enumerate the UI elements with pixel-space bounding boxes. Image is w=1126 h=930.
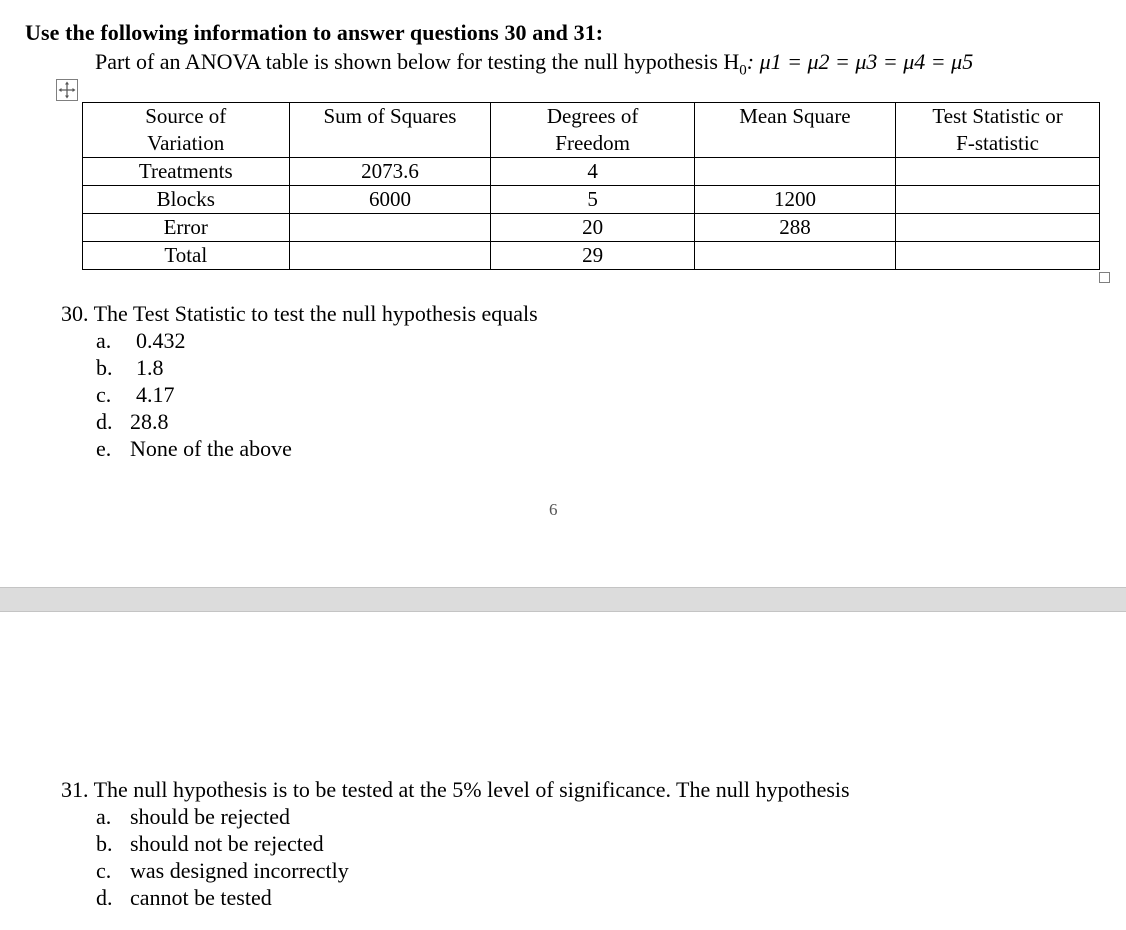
- cell-source: Treatments: [83, 158, 290, 186]
- cell-source: Total: [83, 242, 290, 270]
- option-letter: d.: [96, 409, 113, 434]
- header-mean-square: [694, 103, 895, 158]
- table-move-handle-icon[interactable]: [56, 79, 78, 101]
- hypothesis-equation: : μ1 = μ2 = μ3 = μ4 = μ5: [746, 49, 974, 74]
- cell-ms: [694, 158, 895, 186]
- cell-ms: 288: [694, 214, 895, 242]
- option-item: [96, 354, 292, 381]
- option-text: None of the above: [130, 436, 292, 461]
- cell-df: 29: [491, 242, 694, 270]
- option-letter: c.: [96, 382, 112, 407]
- option-letter: a.: [96, 328, 112, 353]
- cell-ss: 2073.6: [289, 158, 491, 186]
- header-line: Variation: [147, 131, 225, 155]
- question-30-options: [96, 327, 292, 462]
- intro-heading: Use the following information to answer questions 30 and 31:: [25, 20, 604, 45]
- subheading-text: Part of an ANOVA table is shown below for testing the null hypothesis H: [95, 49, 740, 74]
- option-item: [96, 830, 349, 857]
- cell-ms: [694, 242, 895, 270]
- option-text: should not be rejected: [130, 831, 324, 856]
- option-text: was designed incorrectly: [130, 858, 349, 883]
- cell-df: 20: [491, 214, 694, 242]
- header-source: [83, 103, 290, 158]
- table-row-error: [83, 214, 1100, 242]
- question-31-options: [96, 803, 349, 911]
- option-letter: a.: [96, 804, 112, 829]
- cell-df: 5: [491, 186, 694, 214]
- option-item: [96, 884, 349, 911]
- option-text: 28.8: [130, 409, 169, 434]
- option-item: [96, 408, 292, 435]
- header-line: Degrees of: [546, 104, 639, 128]
- header-line: Source of: [145, 104, 227, 128]
- cell-ss: [289, 214, 491, 242]
- hypothesis-subscript: 0: [739, 62, 747, 79]
- header-line: F-statistic: [956, 131, 1039, 155]
- cell-df: 4: [491, 158, 694, 186]
- intro-subheading: [95, 49, 973, 79]
- table-header-row: [83, 103, 1100, 158]
- cell-f: [896, 158, 1100, 186]
- cell-f: [896, 214, 1100, 242]
- option-text: 4.17: [136, 382, 175, 407]
- option-item: [96, 857, 349, 884]
- cell-f: [896, 186, 1100, 214]
- option-text: 1.8: [136, 355, 164, 380]
- anova-table: [82, 102, 1100, 270]
- cell-source: Error: [83, 214, 290, 242]
- question-30: 30. The Test Statistic to test the null hypothesis equals: [61, 301, 538, 326]
- page-number: 6: [549, 500, 558, 519]
- cell-f: [896, 242, 1100, 270]
- option-text: 0.432: [136, 328, 186, 353]
- table-row-treatments: [83, 158, 1100, 186]
- cell-ss: 6000: [289, 186, 491, 214]
- header-degrees-of-freedom: [491, 103, 694, 158]
- cell-source: Blocks: [83, 186, 290, 214]
- header-sum-of-squares: [289, 103, 491, 158]
- option-item: [96, 327, 292, 354]
- cell-ms: 1200: [694, 186, 895, 214]
- header-line: Sum of Squares: [323, 104, 457, 128]
- option-letter: e.: [96, 436, 112, 461]
- option-item: [96, 381, 292, 408]
- question-31: 31. The null hypothesis is to be tested at the 5% level of significance. The null hypothesis: [61, 777, 850, 802]
- table-row-blocks: [83, 186, 1100, 214]
- option-text: should be rejected: [130, 804, 291, 829]
- option-item: [96, 435, 292, 462]
- header-test-statistic: [896, 103, 1100, 158]
- option-text: cannot be tested: [130, 885, 272, 910]
- page-break-gap: [0, 587, 1126, 612]
- table-row-total: [83, 242, 1100, 270]
- table-resize-handle-icon[interactable]: [1099, 272, 1110, 283]
- option-letter: b.: [96, 355, 113, 380]
- header-line: Test Statistic or: [932, 104, 1063, 128]
- cell-ss: [289, 242, 491, 270]
- option-letter: c.: [96, 858, 112, 883]
- option-letter: d.: [96, 885, 113, 910]
- header-line: Mean Square: [739, 104, 851, 128]
- option-letter: b.: [96, 831, 113, 856]
- header-line: Freedom: [555, 131, 630, 155]
- option-item: [96, 803, 349, 830]
